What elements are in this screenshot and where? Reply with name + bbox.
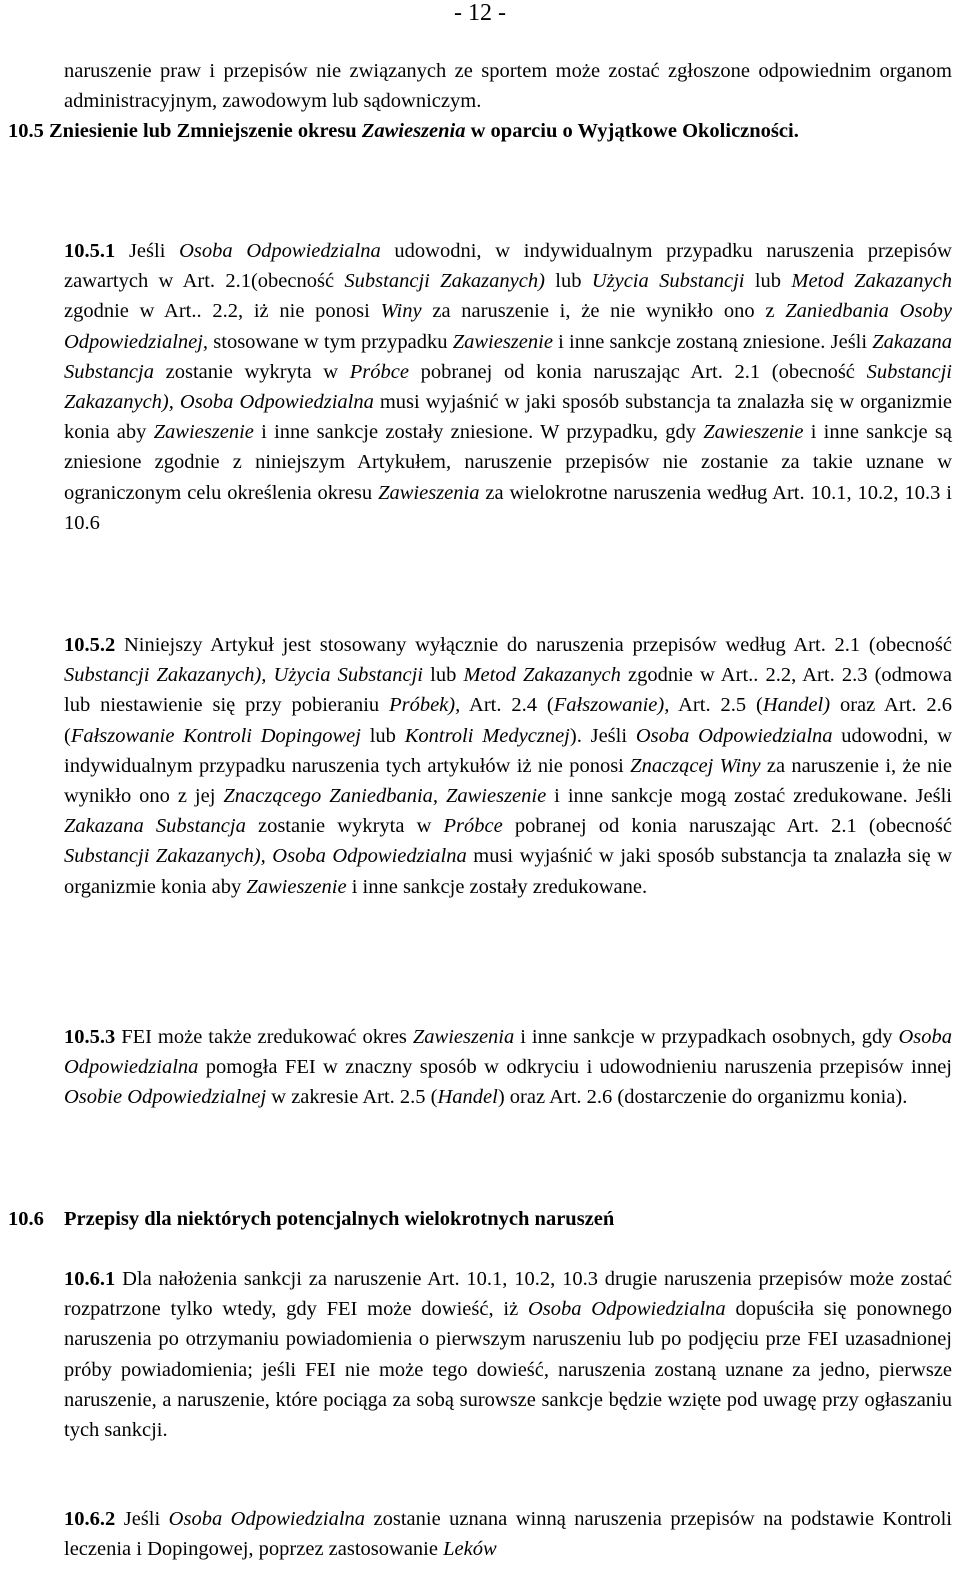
paragraph-number: 10.6.1: [64, 1268, 116, 1290]
section-heading-10-5: 10.5 Zniesienie lub Zmniejszenie okresu Zawieszenia w oparciu o Wyjątkowe Okoliczności.: [8, 120, 799, 142]
paragraph-number: 10.5.3: [64, 1026, 116, 1048]
paragraph-10-6-2: 10.6.2 Jeśli Osoba Odpowiedzialna zostanie uznana winną naruszenia przepisów na podstawie Kontroli leczenia i Dopingowej, poprzez zastosowanie Leków: [64, 1508, 952, 1561]
paragraph-10-5-1: 10.5.1 Jeśli Osoba Odpowiedzialna udowodni, w indywidualnym przypadku naruszenia przepisów zawartych w Art. 2.1(obecność Substancji Zakazanych) lub Użycia Substancji lub Metod Zakazanych zgodnie w Art.. 2.2, iż nie ponosi Winy za naruszenie i, że nie wynikło ono z Zaniedbania Osoby Odpowiedzialnej, stosowane w tym przypadku Zawieszenie i inne sankcje zostaną zniesione. Jeśli Zakazana Substancja zostanie wykryta w Próbce pobranej od konia naruszając Art. 2.1 (obecność Substancji Zakazanych), Osoba Odpowiedzialna musi wyjaśnić w jaki sposób substancja ta znalazła się w organizmie konia aby Zawieszenie i inne sankcje zostały zniesione. W przypadku, gdy Zawieszenie i inne sankcje są zniesione zgodnie z niniejszym Artykułem, naruszenie przepisów nie zostanie za takie uznane w ograniczonym celu określenia okresu Zawieszenia za wielokrotne naruszenia według Art. 10.1, 10.2, 10.3 i 10.6: [64, 240, 953, 534]
paragraph-10-5-3: 10.5.3 FEI może także zredukować okres Zawieszenia i inne sankcje w przypadkach osobnych, gdy Osoba Odpowiedzialna pomogła FEI w znaczny sposób w odkryciu i udowodnieniu naruszenia przepisów innej Osobie Odpowiedzialnej w zakresie Art. 2.5 (Handel) oraz Art. 2.6 (dostarczenie do organizmu konia).: [64, 1026, 952, 1109]
paragraph-number: 10.6.2: [64, 1508, 116, 1530]
section-heading-10-6: 10.6 Przepisy dla niektórych potencjalnych wielokrotnych naruszeń: [8, 1208, 615, 1230]
paragraph-intro: naruszenie praw i przepisów nie związanych ze sportem może zostać zgłoszone odpowiednim organom administracyjnym, zawodowym lub sądowniczym.: [64, 60, 952, 113]
paragraph-10-6-1: 10.6.1 Dla nałożenia sankcji za naruszenie Art. 10.1, 10.2, 10.3 drugie naruszenia przepisów może zostać rozpatrzone tylko wtedy, gdy FEI może dowieść, iż Osoba Odpowiedzialna dopuściła się ponownego naruszenia po otrzymaniu powiadomienia o pierwszym naruszeniu lub po podjęciu prze FEI uzasadnionej próby powiadomienia; jeśli FEI nie może tego dowieść, naruszenia zostaną uznane za jedno, pierwsze naruszenie, a naruszenie, które pociąga za sobą surowsze sankcje będzie wzięte pod uwagę przy ogłaszaniu tych sankcji.: [64, 1268, 952, 1442]
page-number: - 12 -: [454, 0, 506, 26]
paragraph-10-5-2: 10.5.2 Niniejszy Artykuł jest stosowany wyłącznie do naruszenia przepisów według Art. 2.1 (obecność Substancji Zakazanych), Użycia Substancji lub Metod Zakazanych zgodnie w Art.. 2.2, Art. 2.3 (odmowa lub niestawienie się przy pobieraniu Próbek), Art. 2.4 (Fałszowanie), Art. 2.5 (Handel) oraz Art. 2.6 (Fałszowanie Kontroli Dopingowej lub Kontroli Medycznej). Jeśli Osoba Odpowiedzialna udowodni, w indywidualnym przypadku naruszenia tych artykułów iż nie ponosi Znaczącej Winy za naruszenie i, że nie wynikło ono z jej Znaczącego Zaniedbania, Zawieszenie i inne sankcje mogą zostać zredukowane. Jeśli Zakazana Substancja zostanie wykryta w Próbce pobranej od konia naruszając Art. 2.1 (obecność Substancji Zakazanych), Osoba Odpowiedzialna musi wyjaśnić w jaki sposób substancja ta znalazła się w organizmie konia aby Zawieszenie i inne sankcje zostały zredukowane.: [64, 634, 953, 898]
paragraph-number: 10.5.1: [64, 240, 116, 262]
paragraph-number: 10.5.2: [64, 634, 116, 656]
